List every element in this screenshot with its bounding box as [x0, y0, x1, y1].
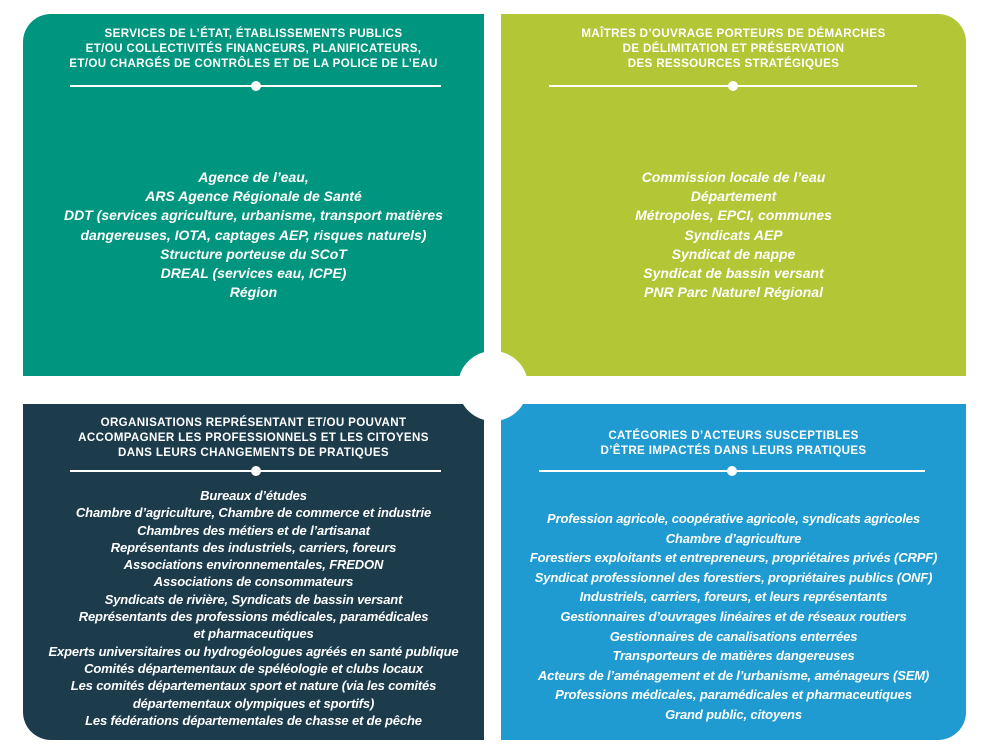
- quadrant-heading: [501, 26, 966, 71]
- actor-list: [501, 168, 966, 302]
- divider-dot-icon: [727, 466, 737, 476]
- quadrant-heading: [23, 415, 484, 460]
- list-item: DREAL (services eau, ICPE): [160, 265, 347, 282]
- list-item: Les comités départementaux sport et nature (via les comités: [70, 678, 437, 694]
- divider-dot-icon: [251, 81, 261, 91]
- divider-dot-icon: [728, 81, 738, 91]
- heading-line: MAÎTRES D’OUVRAGE PORTEURS DE DÉMARCHES: [581, 27, 886, 40]
- heading-line: CATÉGORIES D’ACTEURS SUSCEPTIBLES: [608, 429, 859, 442]
- list-item: Représentants des industriels, carriers, foreurs: [110, 539, 397, 555]
- list-item: Forestiers exploitants et entrepreneurs, propriétaires privés (CRPF): [529, 550, 938, 566]
- actor-list: [23, 168, 484, 302]
- list-item: Représentants des professions médicales, paramédicales: [78, 609, 429, 625]
- list-item: Grand public, citoyens: [665, 706, 802, 722]
- list-item: Acteurs de l’aménagement et de l’urbanisme, aménageurs (SEM): [537, 667, 930, 683]
- heading-line: DE DÉLIMITATION ET PRÉSERVATION: [622, 42, 845, 55]
- list-item: Agence de l’eau,: [198, 169, 309, 185]
- divider-dot-icon: [251, 466, 261, 476]
- list-item: Gestionnaires d’ouvrages linéaires et de réseaux routiers: [560, 608, 907, 624]
- list-item: PNR Parc Naturel Régional: [644, 284, 823, 301]
- list-item: Bureaux d’études: [200, 488, 307, 503]
- heading-line: DES RESSOURCES STRATÉGIQUES: [627, 57, 840, 70]
- list-item: Transporteurs de matières dangereuses: [612, 648, 855, 664]
- list-item: Gestionnaires de canalisations enterrées: [609, 628, 858, 644]
- list-item: Les fédérations départementales de chasse et de pêche: [85, 712, 422, 728]
- list-item: Chambre d’agriculture: [665, 530, 802, 546]
- list-item: dangereuses, IOTA, captages AEP, risques naturels): [80, 226, 427, 243]
- heading-line: ET/OU COLLECTIVITÉS FINANCEURS, PLANIFICATEURS,: [85, 42, 422, 55]
- list-item: Comités départementaux de spéléologie et clubs locaux: [84, 660, 423, 676]
- list-item: Chambre d’agriculture, Chambre de commerce et industrie: [75, 505, 432, 521]
- list-item: Structure porteuse du SCoT: [160, 245, 347, 262]
- list-item: Département: [690, 188, 777, 205]
- list-item: ARS Agence Régionale de Santé: [145, 188, 362, 205]
- heading-line: ACCOMPAGNER LES PROFESSIONNELS ET LES CITOYENS: [78, 431, 429, 444]
- quadrant-acteurs-impactes: [501, 404, 966, 740]
- list-item: Associations environnementales, FREDON: [123, 557, 384, 573]
- heading-line: DANS LEURS CHANGEMENTS DE PRATIQUES: [118, 446, 389, 459]
- quadrant-heading: [23, 26, 484, 71]
- list-item: Industriels, carriers, foreurs, et leurs représentants: [579, 589, 888, 605]
- list-item: Syndicat professionnel des forestiers, propriétaires publics (ONF): [534, 569, 933, 585]
- list-item: Chambres des métiers et de l’artisanat: [137, 522, 370, 538]
- heading-line: SERVICES DE L’ÉTAT, ÉTABLISSEMENTS PUBLICS: [104, 27, 403, 40]
- list-item: départementaux olympiques et sportifs): [132, 695, 375, 711]
- list-item: Syndicat de bassin versant: [643, 265, 824, 282]
- heading-line: ORGANISATIONS REPRÉSENTANT ET/OU POUVANT: [100, 416, 407, 429]
- list-item: Profession agricole, coopérative agricole, syndicats agricoles: [547, 511, 920, 526]
- list-item: DDT (services agriculture, urbanisme, transport matières: [64, 207, 443, 224]
- list-item: Associations de consommateurs: [153, 574, 354, 590]
- list-item: Commission locale de l’eau: [641, 169, 826, 185]
- list-item: Professions médicales, paramédicales et pharmaceutiques: [555, 687, 912, 703]
- quadrant-financeurs-planificateurs: [23, 14, 484, 376]
- actor-list: [501, 509, 966, 725]
- list-item: Région: [229, 284, 278, 301]
- divider-line: [539, 470, 925, 472]
- quadrant-organisations-accompagnement: [23, 404, 484, 740]
- divider-line: [70, 85, 441, 87]
- quadrant-heading: [501, 428, 966, 458]
- heading-line: ET/OU CHARGÉS DE CONTRÔLES ET DE LA POLICE DE L’EAU: [69, 57, 438, 70]
- list-item: Syndicats de rivière, Syndicats de bassin versant: [104, 591, 403, 607]
- divider-line: [70, 470, 441, 472]
- list-item: Experts universitaires ou hydrogéologues agréés en santé publique: [48, 643, 459, 659]
- list-item: Syndicats AEP: [684, 226, 783, 243]
- center-circle: [458, 351, 528, 421]
- heading-line: D’ÊTRE IMPACTÉS DANS LEURS PRATIQUES: [600, 444, 867, 457]
- list-item: Syndicat de nappe: [671, 245, 796, 262]
- quadrant-maitres-ouvrage: [501, 14, 966, 376]
- divider-line: [549, 85, 917, 87]
- actor-list: [23, 487, 484, 729]
- list-item: Métropoles, EPCI, communes: [635, 207, 832, 224]
- list-item: et pharmaceutiques: [193, 626, 314, 642]
